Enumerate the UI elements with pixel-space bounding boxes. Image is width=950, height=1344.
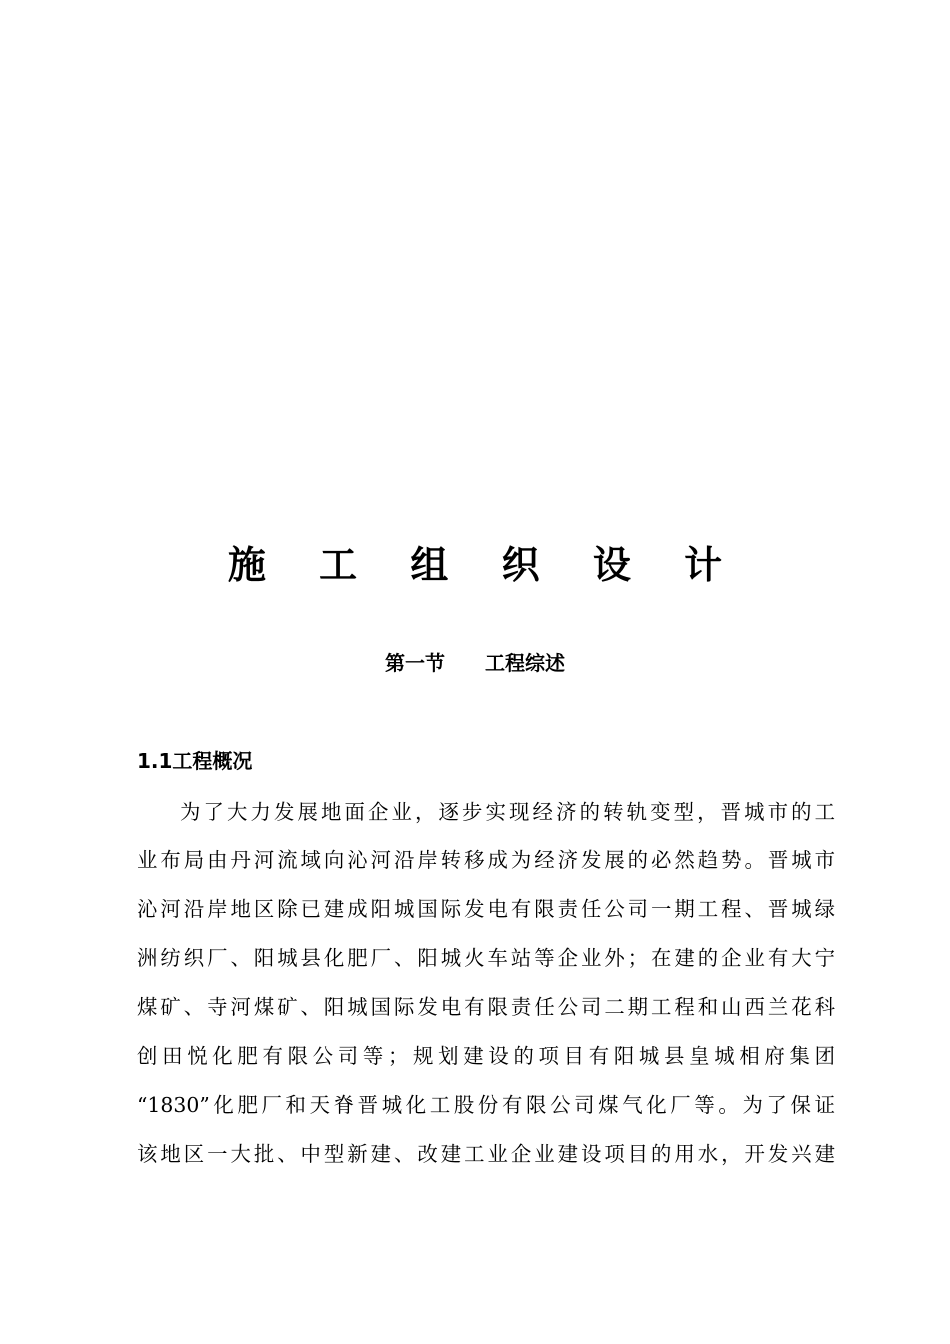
paragraph-line: 煤矿、寺河煤矿、阳城国际发电有限责任公司二期工程和山西兰花科 — [137, 995, 835, 1019]
paragraph-line: 创田悦化肥有限公司等；规划建设的项目有阳城县皇城相府集团 — [137, 1044, 835, 1068]
paragraph-line: 为了大力发展地面企业，逐步实现经济的转轨变型，晋城市的工 — [180, 800, 835, 824]
subsection-heading: 1.1工程概况 — [137, 749, 253, 773]
section-heading: 第一节 工程综述 — [385, 651, 565, 675]
paragraph-line: “1830”化肥厂和天脊晋城化工股份有限公司煤气化厂等。为了保证 — [137, 1093, 835, 1117]
paragraph-line: 洲纺织厂、阳城县化肥厂、阳城火车站等企业外；在建的企业有大宁 — [137, 946, 835, 970]
document-title: 施 工 组 织 设 计 — [227, 543, 743, 587]
paragraph-line: 业布局由丹河流域向沁河沿岸转移成为经济发展的必然趋势。晋城市 — [137, 848, 835, 872]
paragraph-line: 该地区一大批、中型新建、改建工业企业建设项目的用水，开发兴建 — [137, 1142, 835, 1166]
paragraph-line: 沁河沿岸地区除已建成阳城国际发电有限责任公司一期工程、晋城绿 — [137, 897, 835, 921]
